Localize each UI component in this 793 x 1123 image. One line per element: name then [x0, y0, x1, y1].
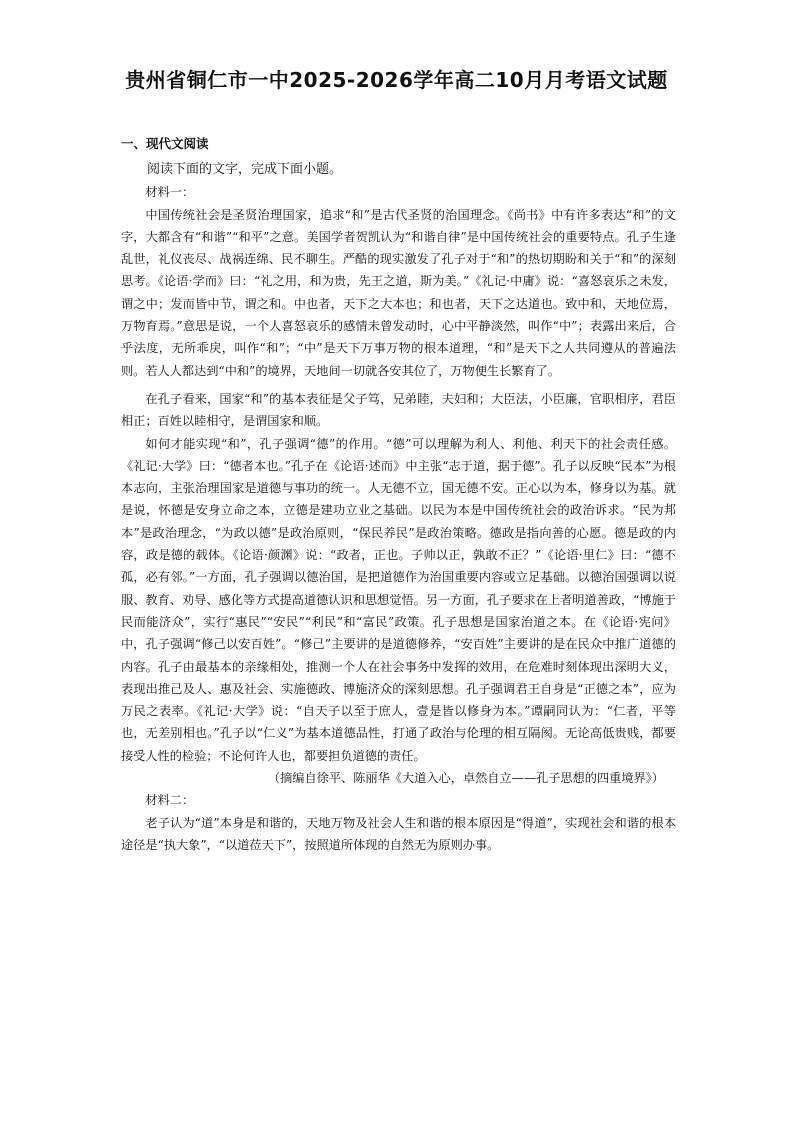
- material1-paragraph: 如何才能实现“和”，孔子强调“德”的作用。“德”可以理解为利人、利他、利天下的社会责任感。《礼记·大学》曰：“德者本也。”孔子在《论语·述而》中主张“志于道，据于德”。孔子以反映“民本”为根本志向，主张治理国家是道德与事功的统一。人无德不立，国无德不安。正心以为本，修身以为基。就是说，怀德是安身立命之本，立德是建功立业之基础。以民为本是中国传统社会的政治诉求。“民为邦本”是政治理念，“为政以德”是政治原则，“保民养民”是政治策略。德政是指向善的心愿。德是政的内容，政是德的载体。《论语·颜渊》说：“政者，正也。子帅以正，孰敢不正？”《论语·里仁》曰：“德不孤，必有邻。”一方面，孔子强调以德治国，是把道德作为治国重要内容或立足基础。以德治国强调以说服、教育、劝导、感化等方式提高道德认识和思想觉悟。另一方面，孔子要求在上者明道善政，“博施于民而能济众”，实行“惠民”“安民”“利民”和“富民”政策。孔子思想是国家治道之本。在《论语·宪问》中，孔子强调“修己以安百姓”。“修己”主要讲的是道德修养，“安百姓”主要讲的是在民众中推广道德的内容。孔子由最基本的亲缘相处，推测一个人在社会事务中发挥的效用，在危难时刻体现出深明大义，表现出推己及人、惠及社会、实施德政、博施济众的深刻思想。孔子强调君王自身是“正德之本”，应为万民之表率。《礼记·大学》说：“自天子以至于庶人，壹是皆以修身为本。”谭嗣同认为：“仁者，平等也，无差别相也。”孔子以“仁义”为基本道德品性，打通了政治与伦理的相互隔阂。无论高低贵贱，都要接受人性的检验；不论何许人也，都要担负道德的责任。: [121, 436, 676, 763]
- section-heading: 一、现代文阅读: [121, 136, 209, 151]
- reading-content: [121, 159, 676, 856]
- page-title: 贵州省铜仁市一中2025-2026学年高二10月月考语文试题: [125, 68, 668, 92]
- instruction-text: 阅读下面的文字，完成下面小题。: [147, 162, 343, 177]
- material1-label: 材料一：: [145, 185, 195, 200]
- material1-paragraph: 在孔子看来，国家“和”的基本表征是父子笃，兄弟睦，夫妇和；大臣法，小臣廉，官职相序，君臣相正；百姓以睦相守，是谓国家和顺。: [121, 391, 676, 429]
- material2-paragraph: 老子认为“道”本身是和谐的，天地万物及社会人生和谐的根本原因是“得道”，实现社会和谐的根本途径是“执大象”，“以道莅天下”，按照道所体现的自然无为原则办事。: [121, 815, 676, 852]
- material1-source: （摘编自徐平、陈丽华《大道入心，卓然自立——孔子思想的四重境界》）: [267, 771, 664, 786]
- material1-paragraph: 中国传统社会是圣贤治理国家，追求“和”是古代圣贤的治国理念。《尚书》中有许多表达“和”的文字，大都含有“和谐”“和平”之意。美国学者贺凯认为“和谐自律”是中国传统社会的重要特点。孔子生逢乱世，礼仪丧尽、战祸连绵、民不聊生。严酷的现实激发了孔子对于“和”的热切期盼和关于“和”的深刻思考。《论语·学而》曰：“礼之用，和为贵，先王之道，斯为美。”《礼记·中庸》说：“喜怒哀乐之未发，谓之中；发而皆中节，谓之和。中也者，天下之大本也；和也者，天下之达道也。致中和，天地位焉，万物育焉。”意思是说，一个人喜怒哀乐的感情未曾发动时，心中平静淡然，叫作“中”；表露出来后，合乎法度，无所乖戾，叫作“和”；“中”是天下万事万物的根本道理，“和”是天下之人共同遵从的普遍法则。若人人都达到“中和”的境界，天地间一切就各安其位了，万物便生长繁育了。: [121, 207, 676, 378]
- material2-label: 材料二：: [145, 793, 195, 808]
